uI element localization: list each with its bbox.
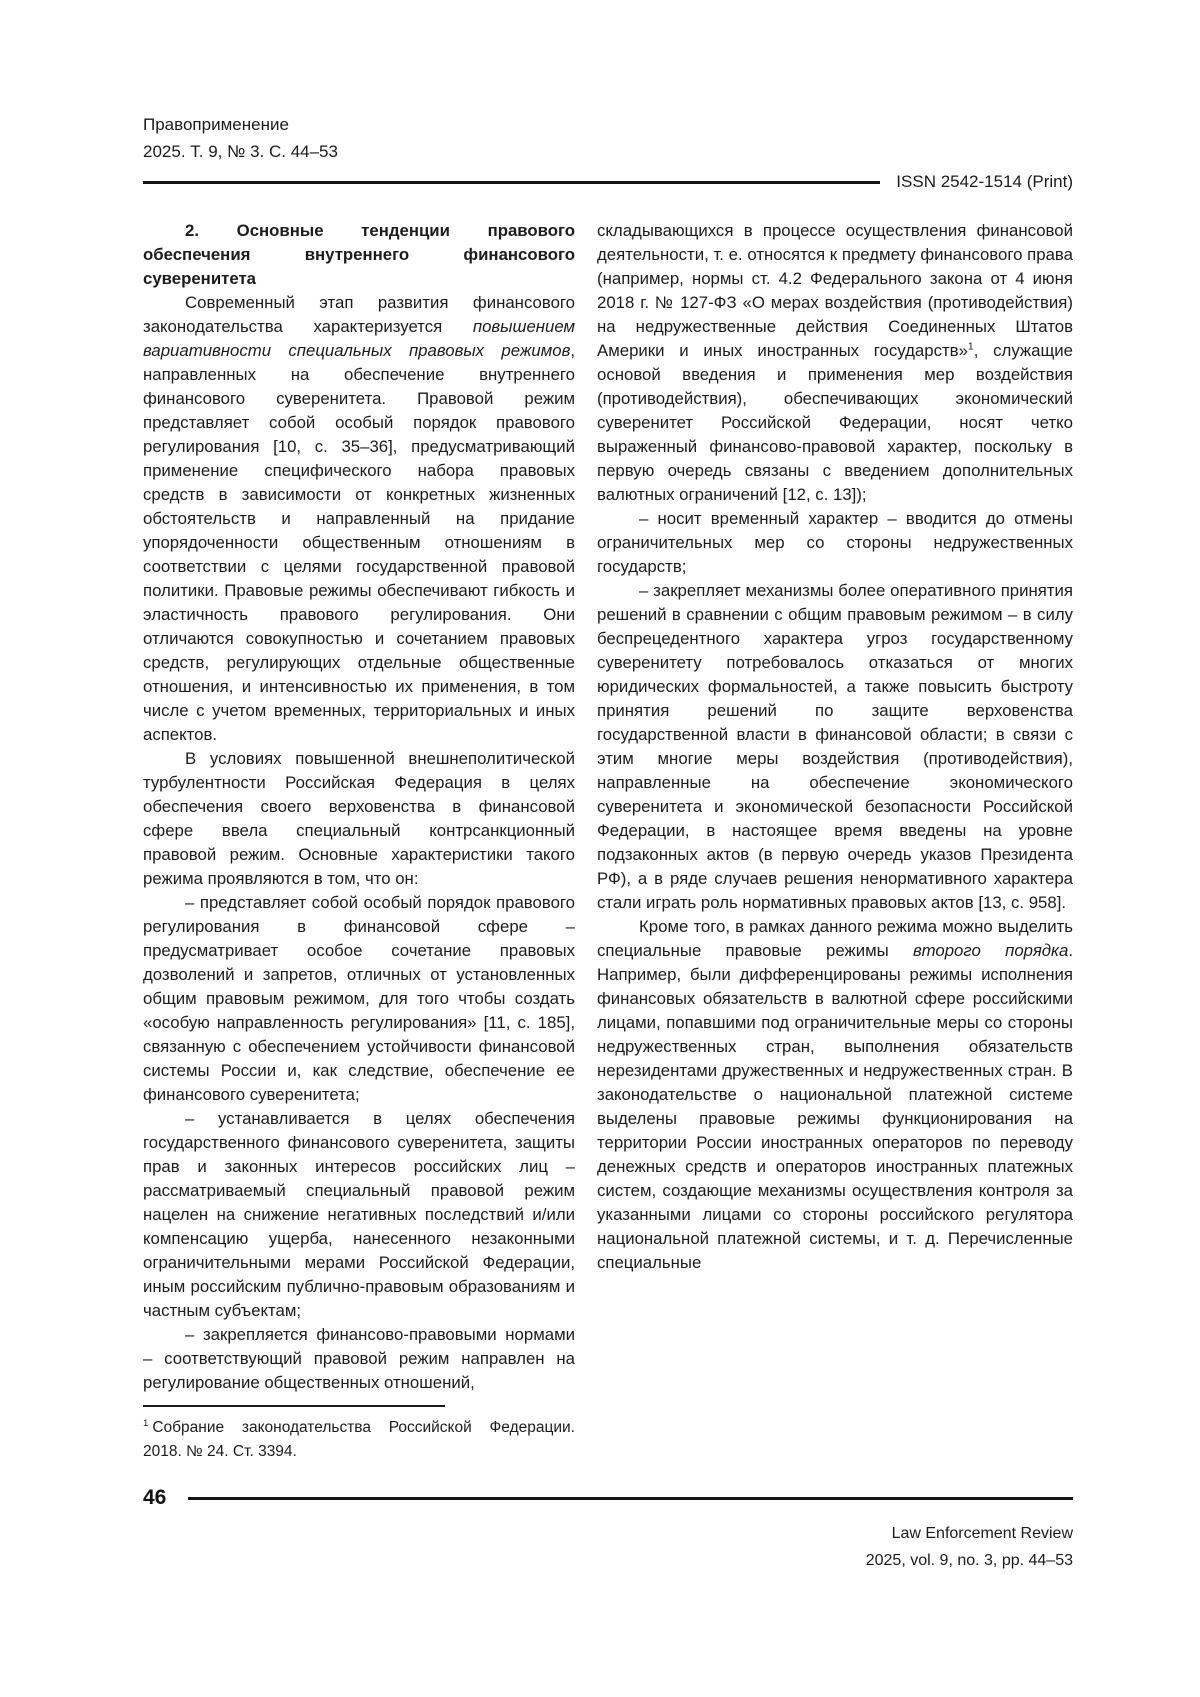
footnote (143, 1416, 575, 1464)
footer-issue-en: 2025, vol. 9, no. 3, pp. 44–53 (865, 1552, 1073, 1569)
header-divider (143, 181, 880, 184)
footnote-block (143, 1405, 575, 1464)
page-content (143, 0, 1073, 1395)
header-rule-row (143, 172, 1073, 192)
page-number-row (143, 1486, 1073, 1510)
footnote-marker: 1 (143, 1417, 149, 1429)
paragraph: – закрепляет механизмы более оперативного принятия решений в сравнении с общим правовым режимом – в силу беспрецедентного характера угроз государственному суверенитету потребовалось отказаться от многих юридических формальностей, а также повысить быстроту принятия решений по защите верховенства государственной власти в финансовой области; в связи с этим многие меры воздействия (противодействия), направленные на обеспечение экономического суверенитета и экономической безопасности Российской Федерации, в настоящее время введены на уровне подзаконных актов (в первую очередь указов Президента РФ), а в ряде случаев решения ненормативного характера стали играть роль нормативных правовых актов [13, с. 958]. (597, 581, 1073, 912)
footer-divider (188, 1497, 1073, 1500)
paragraph: – закрепляется финансово-правовыми нормами – соответствующий правовой режим направлен на регулирование общественных отношений, (143, 1325, 575, 1392)
paragraph: Кроме того, в рамках данного режима можно выделить специальные правовые режимы второго порядка. Например, были дифференцированы режимы исполнения финансовых обязательств в валютной сфере российскими лицами, попавшими под ограничительные меры со стороны недружественных стран, выполнения обязательств нерезидентами дружественных и недружественных стран. В законодательстве о национальной платежной системе выделены правовые режимы функционирования на территории России иностранных операторов по переводу денежных средств и операторов иностранных платежных систем, создающие механизмы осуществления контроля за указанными лицами со стороны российского регулятора национальной платежной системы, и т. д. Перечисленные специальные (597, 917, 1073, 1272)
header-issue-info: 2025. Т. 9, № 3. С. 44–53 (143, 142, 338, 161)
article-columns (143, 219, 1073, 1395)
emphasis-text: второго порядка (913, 941, 1069, 960)
footer-journal-en: Law Enforcement Review (891, 1525, 1073, 1542)
left-column (143, 219, 575, 1395)
page-number: 46 (143, 1486, 167, 1509)
section-heading: 2. Основные тенденции правового обеспечения внутреннего финансового суверенитета (143, 221, 575, 288)
paragraph: – носит временный характер – вводится до отмены ограничительных мер со стороны недружественных государств; (597, 509, 1073, 576)
emphasis-text: повышением вариативности специальных правовых режимов (143, 317, 575, 360)
left-column-paragraphs (143, 291, 575, 1395)
header-journal-title: Правоприменение (143, 115, 289, 134)
page-header (143, 0, 1073, 165)
right-column (597, 219, 1073, 1395)
paragraph: – представляет собой особый порядок правового регулирования в финансовой сфере – предусматривает особое сочетание правовых дозволений и запретов, отличных от установленных общим правовым режимом, для того чтобы создать «особую направленность регулирования» [11, с. 185], связанную с обеспечением устойчивости финансовой системы России и, как следствие, обеспечение ее финансового суверенитета; (143, 893, 575, 1104)
footnote-divider (143, 1405, 445, 1407)
footnote-text: Собрание законодательства Российской Федерации. 2018. № 24. Ст. 3394. (143, 1419, 575, 1460)
paragraph: – устанавливается в целях обеспечения государственного финансового суверенитета, защиты прав и законных интересов российских лиц – рассматриваемый специальный правовой режим нацелен на снижение негативных последствий и/или компенсацию ущерба, нанесенного незаконными ограничительными мерами Российской Федерации, иным российским публично-правовым образованиям и частным субъектам; (143, 1109, 575, 1320)
footer-english (143, 1520, 1073, 1574)
paragraph: Современный этап развития финансового законодательства характеризуется повышением вариативности специальных правовых режимов, направленных на обеспечение внутреннего финансового суверенитета. Правовой режим представляет собой особый порядок правового регулирования [10, с. 35–36], предусматривающий применение специфического набора правовых средств в зависимости от конкретных жизненных обстоятельств и направленный на придание упорядоченности общественным отношениям в соответствии с целями государственной правовой политики. Правовые режимы обеспечивают гибкость и эластичность правового регулирования. Они отличаются совокупностью и сочетанием правовых средств, регулирующих отдельные общественные отношения, и интенсивностью их применения, в том числе с учетом временных, территориальных и иных аспектов. (143, 293, 575, 744)
paragraph: В условиях повышенной внешнеполитической турбулентности Российская Федерация в целях обеспечения своего верховенства в финансовой сфере ввела специальный контрсанкционный правовой режим. Основные характеристики такого режима проявляются в том, что он: (143, 749, 575, 888)
issn-label: ISSN 2542-1514 (Print) (896, 172, 1073, 191)
footnote-reference: 1 (967, 341, 974, 353)
right-column-paragraphs (597, 219, 1073, 1275)
paragraph: складывающихся в процессе осуществления финансовой деятельности, т. е. относятся к предмету финансового права (например, нормы ст. 4.2 Федерального закона от 4 июня 2018 г. № 127-ФЗ «О мерах воздействия (противодействия) на недружественные действия Соединенных Штатов Америки и иных иностранных государств»$^1$, служащие основой введения и применения мер воздействия (противодействия), обеспечивающих экономический суверенитет Российской Федерации, носят четко выраженный финансово-правовой характер, поскольку в первую очередь связаны с введением дополнительных валютных ограничений [12, с. 13]); (597, 221, 1073, 504)
